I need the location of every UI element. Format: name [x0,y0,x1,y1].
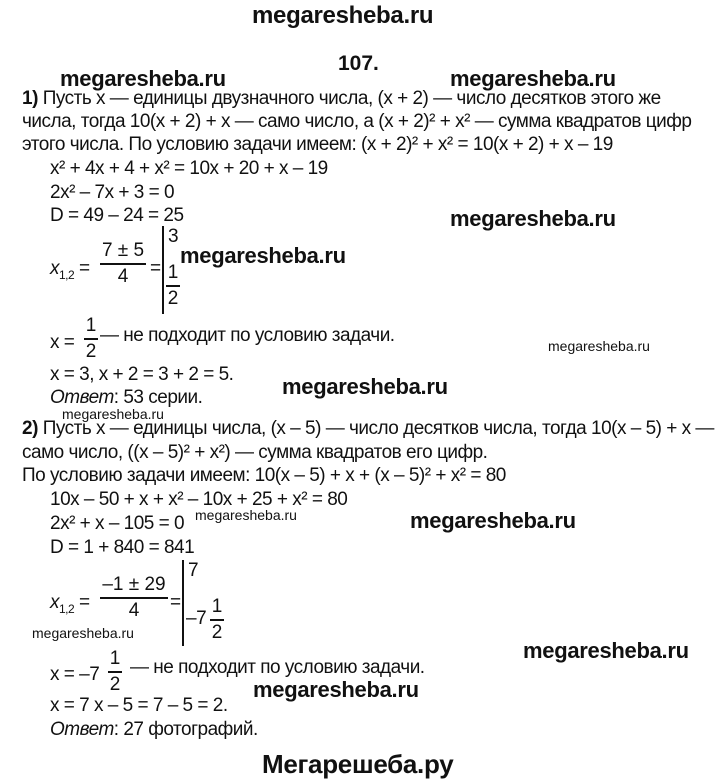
part2-reject-text: — не подходит по условию задачи. [130,657,425,678]
part1-solution: x = 3, x + 2 = 3 + 2 = 5. [50,364,234,385]
part2-line1 [22,418,714,440]
fraction-denominator: 2 [85,341,97,362]
answer-text: : 27 фотографий. [113,719,258,740]
roots-var: x [50,592,59,613]
part2-eq1: 10x – 50 + x + x² – 10x + 25 + x² = 80 [50,489,348,510]
watermark: megaresheba.ru [282,374,448,399]
part2-root-b-whole: –7 [186,608,207,629]
equals-sign: = [170,592,181,613]
fraction-bar [210,619,224,621]
watermark: megaresheba.ru [410,508,576,533]
part2-solution: x = 7 x – 5 = 7 – 5 = 2. [50,695,228,716]
part2-roots-label [50,592,90,616]
fraction-denominator: 2 [109,674,121,695]
footer-site: Мегарешеба.ру [262,749,454,779]
part2-root-b [210,596,224,644]
fraction-numerator: 7 ± 5 [101,240,145,261]
roots-var: x [50,258,59,279]
fraction-numerator: 1 [167,262,179,283]
equals-sign: = [78,258,90,279]
part1-line1 [22,88,661,110]
part1-roots-label [50,258,90,282]
part2-eq3: D = 1 + 840 = 841 [50,537,195,558]
part1-eq1: x² + 4x + 4 + x² = 10x + 20 + x – 19 [50,158,328,179]
answer-label: Ответ [50,719,114,740]
part1-eq3: D = 49 – 24 = 25 [50,205,184,226]
watermark: megaresheba.ru [523,638,689,663]
part1-text: Пусть x — единицы двузначного числа, (x + 2) — число десятков этого же [42,88,661,109]
part1-reject-fraction [84,315,98,363]
fraction-denominator: 2 [211,622,223,643]
watermark: megaresheba.ru [548,338,650,354]
part2-line3: По условию задачи имеем: 10(x – 5) + x + (x – 5)² + x² = 80 [22,465,506,486]
part1-root-b [166,262,180,310]
fraction-denominator: 4 [117,266,129,287]
fraction-bar [100,597,168,599]
fraction-denominator: 4 [128,600,140,621]
fraction-bar [84,338,98,340]
header-site: megaresheba.ru [252,2,434,29]
part2-text: Пусть x — единицы числа, (x – 5) — число десятков числа, тогда 10(x – 5) + x — [42,418,714,439]
part2-root-a: 7 [188,560,199,581]
part2-label: 2) [22,418,38,439]
answer-label: Ответ [50,387,114,408]
roots-bracket [182,560,184,646]
part1-reject-text: — не подходит по условию задачи. [100,325,395,346]
watermark: megaresheba.ru [60,66,226,91]
fraction-numerator: 1 [211,596,223,617]
part1-line3: этого числа. По условию задачи имеем: (x + 2)² + x² = 10(x + 2) + x – 19 [22,134,613,155]
part2-reject-fraction [108,648,122,696]
watermark: megaresheba.ru [253,677,419,702]
part1-line2: числа, тогда 10(x + 2) + x — само число, а (x + 2)² + x² — сумма квадратов цифр [22,111,692,132]
answer-text: : 53 серии. [113,387,203,408]
part2-reject-prefix: x = –7 [50,664,100,685]
watermark: megaresheba.ru [450,206,616,231]
part2-answer [50,719,258,741]
part1-answer [50,387,202,409]
roots-sub: 1,2 [59,601,75,616]
equals-sign: = [78,592,90,613]
watermark: megaresheba.ru [32,625,134,641]
part1-eq2: 2x² – 7x + 3 = 0 [50,182,175,203]
fraction-bar [166,285,180,287]
fraction-numerator: –1 ± 29 [102,574,166,595]
fraction-numerator: 1 [85,315,97,336]
watermark: megaresheba.ru [62,406,164,422]
equals-sign: = [150,258,161,279]
watermark: megaresheba.ru [195,507,297,523]
roots-bracket [162,226,164,314]
problem-number: 107. [338,52,379,75]
roots-sub: 1,2 [59,267,75,282]
part1-reject-prefix: x = [50,332,75,353]
part1-root-a: 3 [168,226,179,247]
watermark: megaresheba.ru [450,66,616,91]
fraction-bar [108,671,122,673]
fraction-numerator: 1 [109,648,121,669]
fraction-denominator: 2 [167,288,179,309]
part2-line2: само число, ((x – 5)² + x²) — сумма квадратов его цифр. [22,442,488,463]
part2-roots-fraction [100,574,168,622]
watermark: megaresheba.ru [180,243,346,268]
part2-eq2: 2x² + x – 105 = 0 [50,513,185,534]
part1-roots-fraction [100,240,146,288]
part1-label: 1) [22,88,38,109]
fraction-bar [100,263,146,265]
